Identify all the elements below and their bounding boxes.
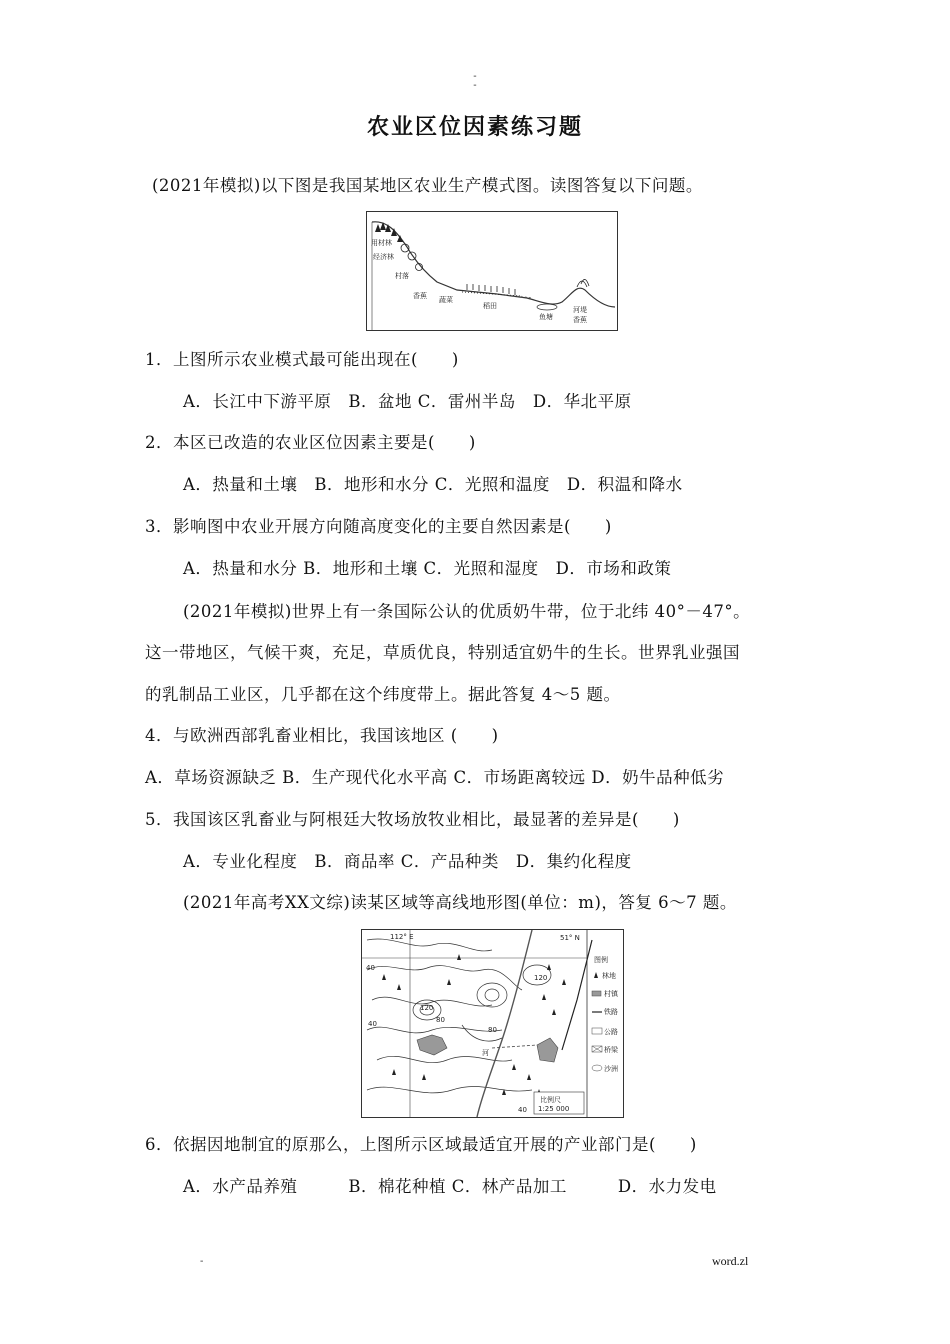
footer-left-mark: -	[200, 1256, 204, 1267]
railway	[562, 940, 592, 1050]
label-timber-forest: 用材林	[371, 239, 392, 247]
road	[492, 1045, 537, 1048]
label-economic-forest: 经济林	[373, 253, 394, 261]
contour-label-120-east: 120	[534, 974, 548, 982]
legend-sandbar: 沙洲	[604, 1065, 618, 1073]
label-village: 村落	[395, 272, 409, 280]
intro-paragraph-3: (2021年高考XX文综)读某区域等高线地形图(单位：m)，答复 6～7 题。	[183, 893, 737, 912]
label-fish-pond: 鱼塘	[539, 313, 553, 321]
legend-bridge: 桥梁	[604, 1046, 618, 1054]
question-2-options: A．热量和土壤 B．地形和水分 C．光照和温度 D．积温和降水	[183, 475, 683, 494]
contour-map-drawing	[362, 930, 623, 1117]
intro-paragraph-2-line-1: (2021年模拟)世界上有一条国际公认的优质奶牛带，位于北纬 40°－47°。	[183, 602, 751, 621]
label-levee: 河堤	[573, 306, 587, 314]
legend-title: 图例	[594, 956, 608, 964]
question-5-options: A．专业化程度 B．商品率 C．产品种类 D．集约化程度	[183, 852, 632, 871]
question-1-stem: 1．上图所示农业模式最可能出现在( )	[145, 350, 459, 369]
town-west	[417, 1035, 447, 1055]
contour-label-120-west: 120	[420, 1004, 434, 1012]
legend	[592, 971, 619, 1073]
latitude-label: 51° N	[560, 934, 580, 942]
label-levee-banana: 香蕉	[573, 316, 587, 324]
label-vegetable: 蔬菜	[439, 296, 453, 304]
question-4-options: A．草场资源缺乏 B．生产现代化水平高 C．市场距离较远 D．奶牛品种低劣	[145, 768, 725, 787]
intro-paragraph-2-line-3: 的乳制品工业区，几乎都在这个纬度带上。据此答复 4～5 题。	[145, 685, 621, 704]
orchard-trees	[401, 244, 423, 271]
contour-label-80: 80	[436, 1016, 445, 1024]
question-2-stem: 2．本区已改造的农业区位因素主要是( )	[145, 433, 476, 452]
scale-title: 比例尺	[540, 1096, 561, 1104]
question-3-stem: 3．影响图中农业开展方向随高度变化的主要自然因素是( )	[145, 517, 612, 536]
footer-right-text: word.zl	[712, 1254, 749, 1268]
agriculture-model-drawing	[367, 212, 617, 330]
contour-label-40-west: 40	[368, 1020, 377, 1028]
page-title: 农业区位因素练习题	[366, 114, 583, 140]
scale-value: 1:25 000	[538, 1105, 570, 1113]
question-6-options: A．水产品养殖 B．棉花种植 C．林产品加工 D．水力发电	[183, 1177, 717, 1196]
header-mark-bottom: -	[473, 80, 477, 91]
question-1-options: A．长江中下游平原 B．盆地 C．雷州半岛 D．华北平原	[183, 392, 632, 411]
header-mark-top: -	[473, 71, 477, 82]
legend-town: 村镇	[604, 990, 618, 998]
legend-railway: 铁路	[604, 1008, 618, 1016]
contour-label-40-south: 40	[518, 1106, 527, 1114]
header-marks	[0, 72, 950, 90]
contour-label-80-center: 80	[488, 1026, 497, 1034]
town-east	[537, 1038, 558, 1062]
contour-map-figure	[361, 929, 624, 1118]
agriculture-model-figure	[366, 211, 618, 331]
longitude-label: 112° E	[390, 933, 414, 941]
question-3-options: A．热量和水分 B．地形和土壤 C．光照和湿度 D．市场和政策	[183, 559, 672, 578]
legend-road: 公路	[604, 1028, 618, 1036]
question-6-stem: 6．依据因地制宜的原那么，上图所示区域最适宜开展的产业部门是( )	[145, 1135, 697, 1154]
intro-paragraph-1: (2021年模拟)以下图是我国某地区农业生产模式图。读图答复以下问题。	[152, 176, 703, 195]
legend-forest: 林地	[602, 972, 616, 980]
question-5-stem: 5．我国该区乳畜业与阿根廷大牧场放牧业相比，最显著的差异是( )	[145, 810, 680, 829]
label-rice-field: 稻田	[483, 302, 497, 310]
intro-paragraph-2-line-2: 这一带地区，气候干爽，充足，草质优良，特别适宜奶牛的生长。世界乳业强国	[145, 643, 740, 662]
contour-label-40-north: 40	[366, 964, 375, 972]
river-label: 河	[482, 1049, 489, 1057]
levee-banana	[577, 279, 589, 287]
label-banana: 香蕉	[413, 292, 427, 300]
question-4-stem: 4．与欧洲西部乳畜业相比，我国该地区 ( )	[145, 726, 499, 745]
